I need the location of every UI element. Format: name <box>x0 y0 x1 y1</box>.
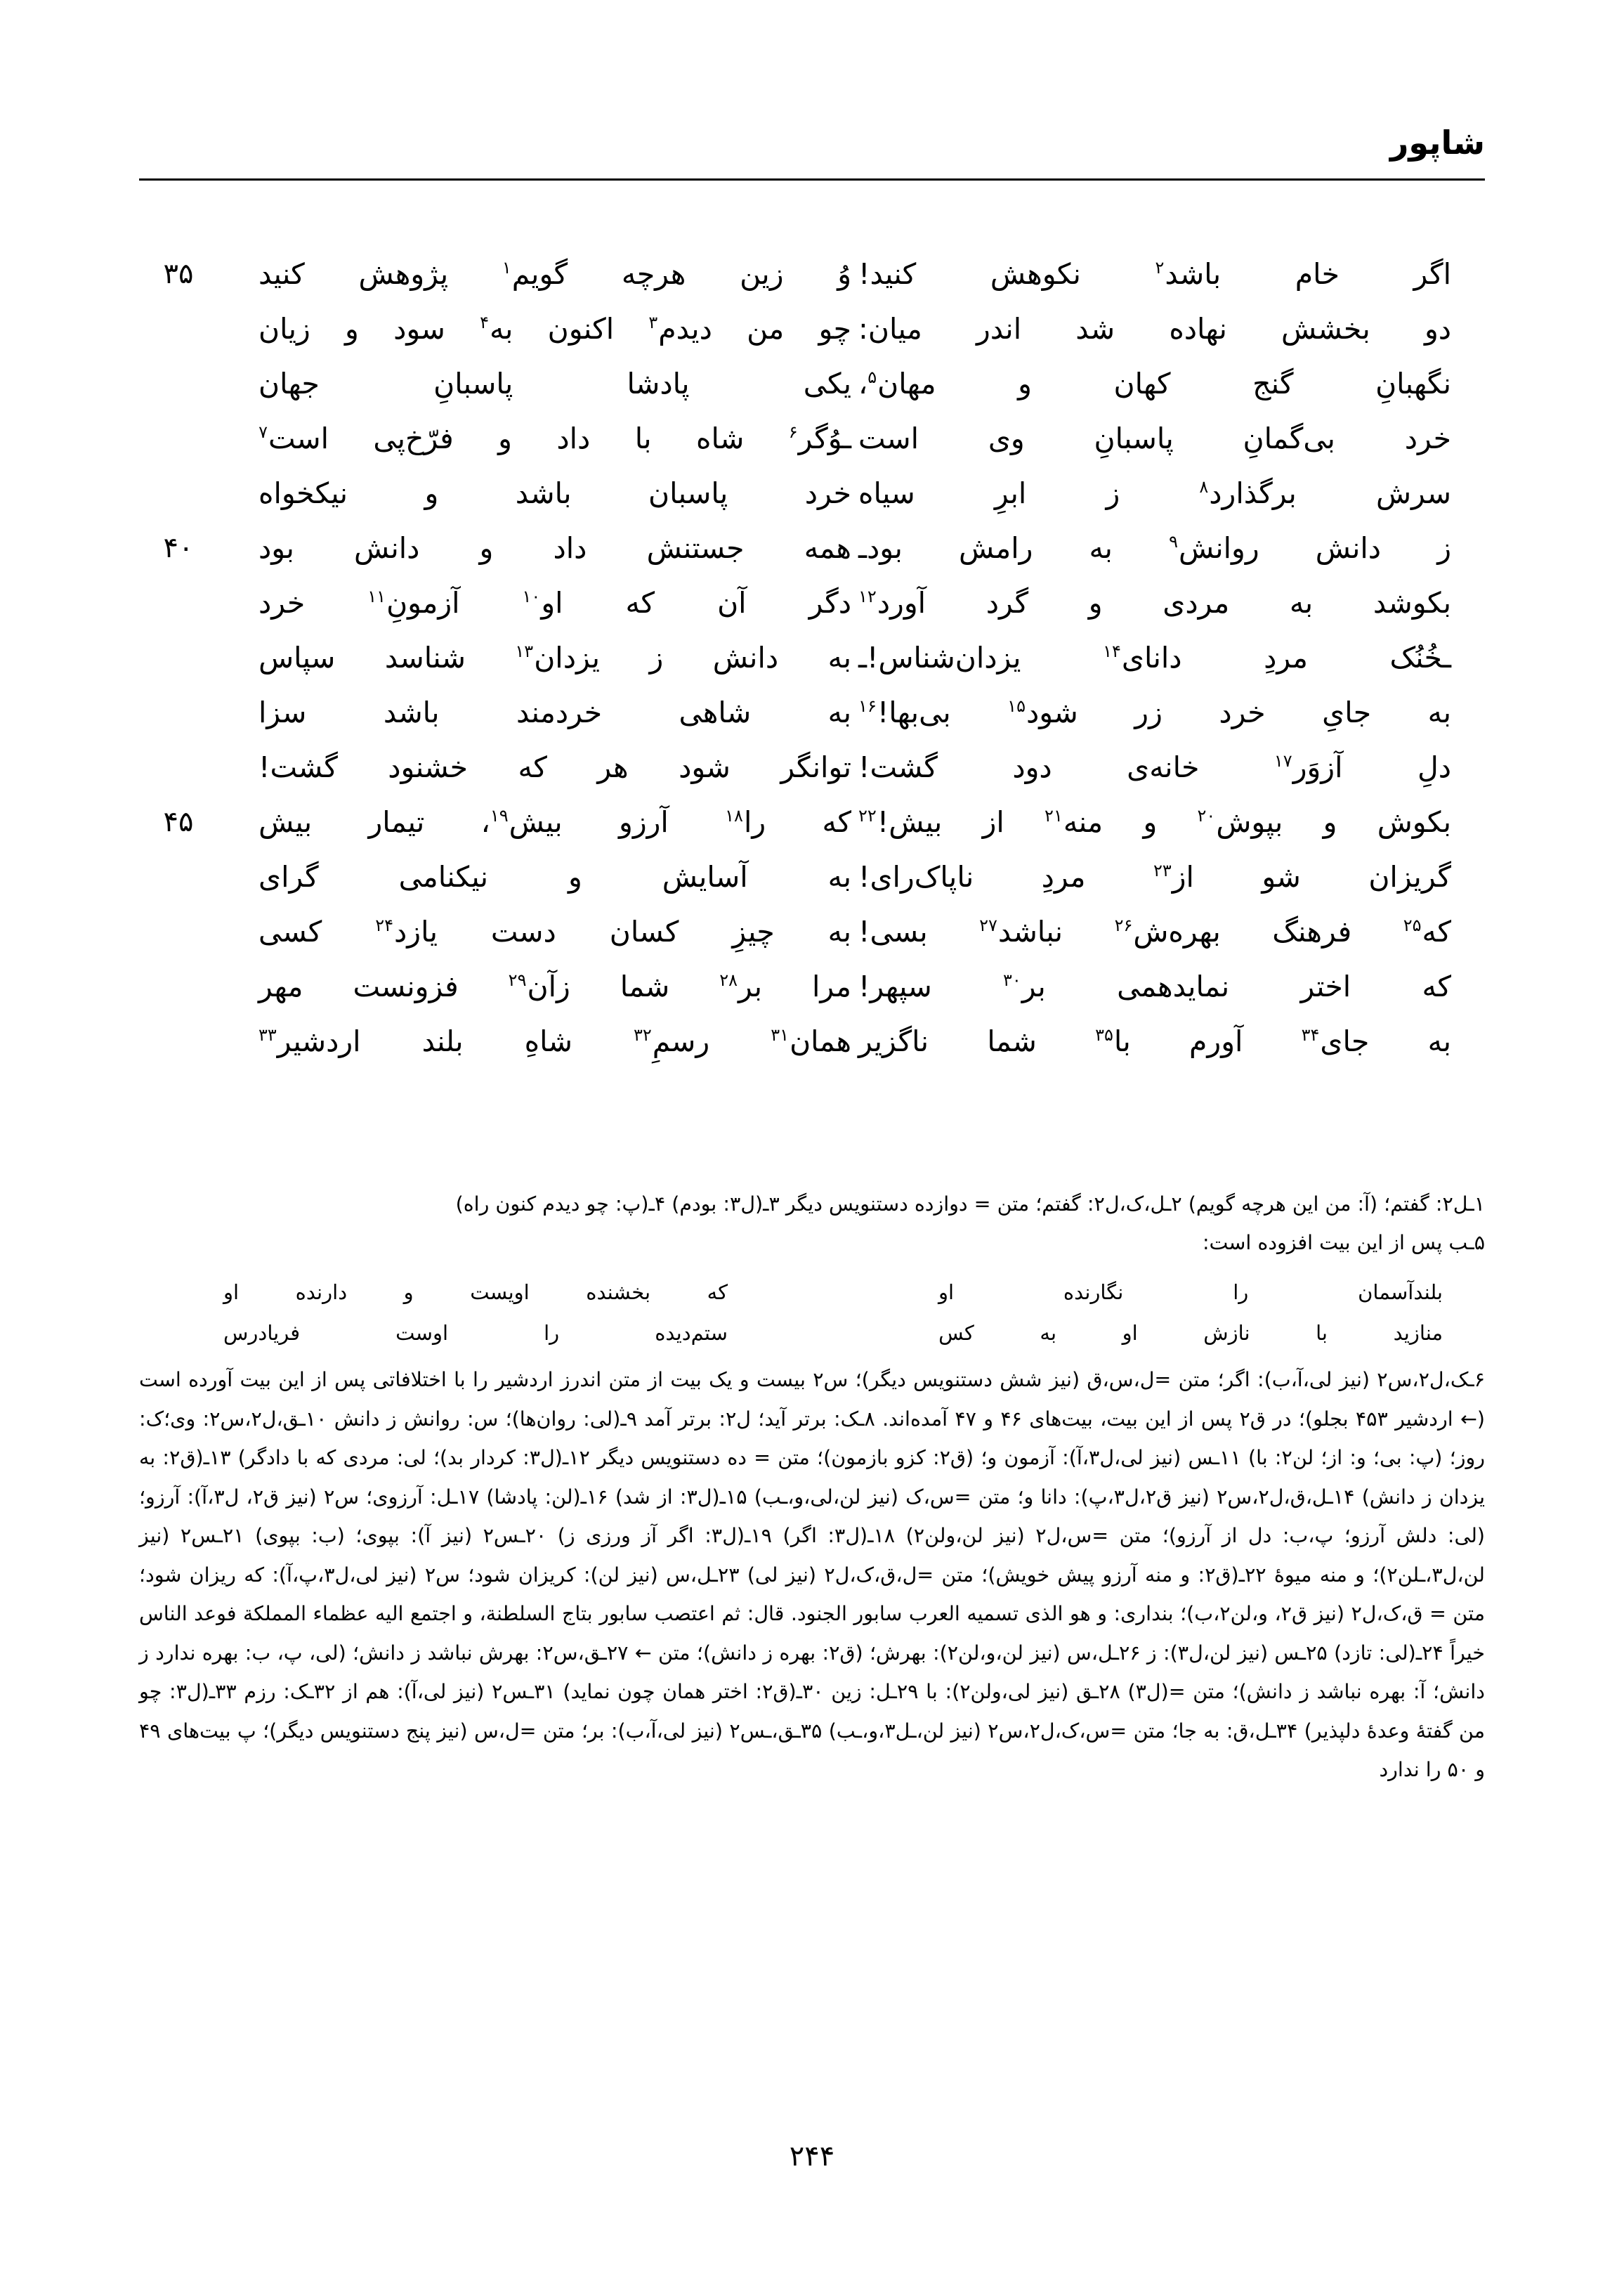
footnote-marker: ۱ <box>502 258 511 278</box>
footnote-line-2: ۵ـب پس از این بیت افزوده است: <box>1202 1231 1485 1254</box>
footnote-marker: ۷ <box>258 422 268 443</box>
hemistich-right: توانگر شود هر که خشنود گشت! <box>258 750 851 784</box>
footnote-marker: ۲۷ <box>979 916 997 936</box>
footnote-marker: ۲۹ <box>508 970 527 991</box>
footnote-marker: ۱۱ <box>367 587 386 607</box>
footnote-marker: ۱۳ <box>515 642 534 662</box>
hemistich-right: مرا بر$^{۲۸}$ شما زآن$^{۲۹}$ فزونست مهر <box>258 970 851 1003</box>
hemistich-left: بکوش و بپوش$^{۲۰}$ و منه$^{۲۱}$ از بیش!$^{۲۲}$ <box>858 805 1451 839</box>
footnote-marker: ۲۸ <box>719 970 738 991</box>
hemistich-right: همه جستنش داد و دانش بود <box>258 531 851 565</box>
hemistich-left: سرش برگذارد$^۸$ ز ابرِ سیاه <box>858 476 1451 510</box>
hemistich-right: خرد پاسبان باشد و نیکخواه <box>258 476 851 510</box>
hemistich-right: به دانش ز یزدان$^{۱۳}$ شناسد سپاس <box>258 641 851 675</box>
verse-row <box>139 521 1485 576</box>
verse-row <box>139 302 1485 357</box>
footnote-marker: ۲ <box>1155 258 1165 278</box>
hemistich-left: به جایِ خرد زر شود$^{۱۵}$ بی‌بها!$^{۱۶}$ <box>858 696 1451 729</box>
verse-row <box>139 795 1485 850</box>
verse-number <box>139 741 218 742</box>
hemistich-right: به چیزِ کسان دست یازد$^{۲۴}$ کسی <box>258 915 851 949</box>
hemistich-right: ـوُگر$^۶$ شاه با داد و فرّخ‌پی است$^۷$ <box>258 422 851 455</box>
footnote-marker: ۱۷ <box>1273 751 1292 771</box>
hemistich-left: که$^{۲۵}$ فرهنگ بهره‌ش$^{۲۶}$ نباشد$^{۲۷}$ بسی! <box>858 915 1451 949</box>
footnote-marker: ۱۹ <box>490 806 509 826</box>
hemistich-right: به شاهی خردمند باشد سزا <box>258 696 851 729</box>
footnote-marker: ۱۲ <box>858 587 877 607</box>
page-title: شاپور <box>1389 124 1485 162</box>
page-header <box>139 126 1485 190</box>
verse-number <box>139 1015 218 1016</box>
footnote-marker: ۳۳ <box>258 1025 277 1046</box>
footnote-line-1: ۱ـل۲: گفتم؛ (آ: من این هرچه گویم) ۲ـل،ک،ل۲: گفتم؛ متن = دوازده دستنویس دیگر ۳ـ(ل۳: بودم) ۴ـ(پ: چو دیدم کنون راه) <box>455 1192 1485 1216</box>
verse-number <box>139 631 218 632</box>
footnote-marker: ۳۱ <box>771 1025 790 1046</box>
verse-number <box>139 960 218 961</box>
page-number: ۲۴۴ <box>789 2140 835 2173</box>
verse-row <box>139 412 1485 467</box>
header-divider <box>139 178 1485 181</box>
verse-row <box>139 467 1485 521</box>
verse-row <box>139 357 1485 412</box>
hemistich-left: ـخُنُک مردِ دانای$^{۱۴}$ یزدان‌شناس!ـ <box>858 641 1451 675</box>
hemistich-right: یکی پادشا پاسبانِ جهان <box>258 367 851 401</box>
footnote-marker: ۸ <box>1199 477 1209 497</box>
hemistich-right: دگر آن که او$^{۱۰}$ آزمونِ$^{۱۱}$ خرد <box>258 586 851 620</box>
footnotes-block <box>139 1185 1485 1790</box>
footnote-marker: ۱۰ <box>522 587 541 607</box>
verse-number <box>139 467 218 468</box>
verse-row <box>139 850 1485 905</box>
verse-number <box>139 686 218 687</box>
footnote-marker: ۳ <box>648 313 658 333</box>
hemistich-left: گریزان شو از$^{۲۳}$ مردِ ناپاک‌رای! <box>858 860 1451 894</box>
footnote-marker: ۵ <box>867 367 877 388</box>
footnote-marker: ۳۴ <box>1301 1025 1320 1046</box>
hemistich-right: که را$^{۱۸}$ آرزو بیش$^{۱۹}$، تیمار بیش <box>258 805 851 839</box>
hemistich-left: که اختر نمایدهمی بر$^{۳۰}$ سپهر! <box>858 970 1451 1003</box>
hemistich-right: به آسایش و نیکنامی گرای <box>258 860 851 894</box>
verse-row <box>139 960 1485 1015</box>
footnote-marker: ۲۱ <box>1045 806 1063 826</box>
footnote-marker: ۲۵ <box>1403 916 1422 936</box>
footnote-marker: ۲۶ <box>1114 916 1133 936</box>
footnote-marker: ۹ <box>1169 532 1178 552</box>
verse-number: ۳۵ <box>163 258 194 290</box>
verse-number <box>139 357 218 358</box>
hemistich-left: به جای$^{۳۴}$ آورم با$^{۳۵}$ شما ناگزیر <box>858 1024 1451 1058</box>
verse-number: ۴۵ <box>163 806 194 838</box>
footnote-marker: ۳۲ <box>633 1025 652 1046</box>
footnote-marker: ۳۵ <box>1095 1025 1113 1046</box>
hemistich-right: چو من دیدم$^۳$ اکنون به$^۴$ سود و زیان <box>258 312 851 346</box>
poem-block <box>139 247 1485 1069</box>
hemistich-left: دو بخشش نهاده شد اندر میان: <box>858 312 1451 346</box>
verse-row <box>139 631 1485 686</box>
hemistich-right: همان$^{۳۱}$ رسمِ$^{۳۲}$ شاهِ بلند اردشیر$^{۳۳}$ <box>258 1024 851 1058</box>
footnote-dense-block: ۶ـک،ل۲،س۲ (نیز لی،آ،ب): اگر؛ متن =ل،س،ق (نیز شش دستنویس دیگر)؛ س۲ بیست و یک بیت از متن اندرز اردشیر را با اختلافاتی پس از این بیت آورده است (← اردشیر ۴۵۳ بجلو)؛ در ق۲ پس از این بیت، بیت‌های ۴۶ و ۴۷ آمده‌اند. ۸ـک: برتر آید؛ ل۲: برتر آمد ۹ـ(لی: روان‌ها)؛ س: روانش ز دانش ۱۰ـق،ل۲،س۲: وی؛ک: روز؛ (پ: بی؛ و: از؛ لن۲: با) ۱۱ـس (نیز لی،ل۳،آ): آزمون و؛ (ق۲: کزو بازمون)؛ متن = ده دستنویس دیگر ۱۲ـ(ل۳: کردار بد)؛ لی: مردی که با دادگر) ۱۳ـ(ق۲: به یزدان ز دانش) ۱۴ـل،ق،ل۲،س۲ (نیز ق۲،ل۳،پ): دانا و؛ متن =س،ک (نیز لن،لی،و،ـب) ۱۵ـ(ل۳: از شد) ۱۶ـ(لن: پادشا) ۱۷ـل: آرزوی؛ س۲ (نیز ق۲، ل۳،آ): آرزو؛ (لی: دلش آرزو؛ پ،ب: دل از آرزو)؛ متن =س،ل۲ (نیز لن،ولن۲) ۱۸ـ(ل۳: اگر) ۱۹ـ(ل۳: اگر آز ورزی ز) ۲۰ـس۲ (نیز آ): بپوی؛ (ب: بپوی) ۲۱ـس۲ (نیز لن،ل۳،ـلن۲)؛ و منه میوهٔ ۲۲ـ(ق۲: و منه آرزو پیش خویش)؛ متن =ل،ق،ک،ل۲ (نیز لی) ۲۳ـل،س (نیز لن): کریزان شود؛ س۲ (نیز لی،ل۳،پ،آ): که ریزان شود؛ متن = ق،ک،ل۲ (نیز ق۲، و،لن۲،ب)؛ بنداری: و هو الذی تسمیه العرب سابور الجنود. قال: ثم اعتصب سابور بتاج السلطنة، و اجتمع الیه عظماء المملکة فوعد الناس خیراً ۲۴ـ(لی: تازد) ۲۵ـس (نیز لن،ل۳): ز ۲۶ـل،س (نیز لن،و،لن۲): بهرش؛ (ق۲: بهره ز دانش)؛ متن ← ۲۷ـق،س۲: بهرش نباشد ز دانش؛ (لی، پ، ب: بهره ندارد ز دانش؛ آ: بهره نباشد ز دانش)؛ متن =(ل۳) ۲۸ـق (نیز لی،ولن۲): با ۲۹ـل: زین ۳۰ـ(ق۲: اختر همان چون نماید) ۳۱ـس۲ (نیز لی،آ): هم از ۳۲ـک: رزم ۳۳ـ(ل۳: چو من گفتهٔ وعدهٔ دلپذیر) ۳۴ـل،ق: به جا؛ متن =س،ک،ل۲،س۲ (نیز لن،ـل۳،و،ـب) ۳۵ـق،ـس۲ (نیز لی،آ،ب): بر؛ متن =ل،س (نیز پنج دستنویس دیگر)؛ پ بیت‌های ۴۹ و ۵۰ را ندارد <box>139 1368 1486 1781</box>
footnote-marker: ۲۰ <box>1197 806 1216 826</box>
footnote-marker: ۲۳ <box>1153 861 1172 881</box>
inserted-couplet-block <box>139 1272 1485 1353</box>
hemistich-left: بکوشد به مردی و گرد آورد$^{۱۲}$ <box>858 586 1451 620</box>
hemistich-right: وُ زین هرچه گویم$^۱$ پژوهش کنید <box>258 257 851 291</box>
inserted-couplet-row <box>139 1313 1485 1353</box>
verse-number <box>139 576 218 578</box>
hemistich-left: ز دانش روانش$^۹$ به رامش بودـ <box>858 531 1451 565</box>
hemistich-left: خرد بی‌گمانِ پاسبانِ وی است <box>858 422 1451 455</box>
couplet-hemistich-b: منازید با نازش او به کس <box>938 1321 1443 1345</box>
verse-row <box>139 1015 1485 1069</box>
verse-number <box>139 905 218 906</box>
footnote-marker: ۴ <box>480 313 489 333</box>
footnote-marker: ۱۸ <box>725 806 743 826</box>
hemistich-left: نگهبانِ گنج کهان و مهان$^۵$، <box>858 367 1451 401</box>
verse-row <box>139 686 1485 741</box>
footnote-marker: ۱۵ <box>1007 696 1026 717</box>
footnote-marker: ۳۰ <box>1002 970 1021 991</box>
footnote-marker: ۶ <box>788 422 798 443</box>
verse-row <box>139 576 1485 631</box>
couplet-hemistich-a: که بخشنده اویست و دارنده او <box>223 1280 728 1304</box>
verse-number <box>139 850 218 852</box>
verse-number <box>139 302 218 304</box>
footnote-marker: ۲۲ <box>858 806 877 826</box>
verse-row <box>139 741 1485 795</box>
verse-row <box>139 905 1485 960</box>
hemistich-left: دلِ آزوَر$^{۱۷}$ خانه‌ی دود گشت! <box>858 750 1451 784</box>
verse-number <box>139 412 218 413</box>
couplet-hemistich-a: ستم‌دیده را اوست فریادرس <box>223 1321 728 1345</box>
couplet-hemistich-b: بلندآسمان را نگارنده او <box>938 1280 1443 1304</box>
footnote-marker: ۱۶ <box>858 696 877 717</box>
footnote-marker: ۲۴ <box>375 916 394 936</box>
verse-number: ۴۰ <box>163 532 194 564</box>
verse-row <box>139 247 1485 302</box>
inserted-couplet-row <box>139 1272 1485 1313</box>
hemistich-left: اگر خام باشد$^۲$ نکوهش کنید! <box>858 257 1451 291</box>
footnote-marker: ۱۴ <box>1103 642 1121 662</box>
